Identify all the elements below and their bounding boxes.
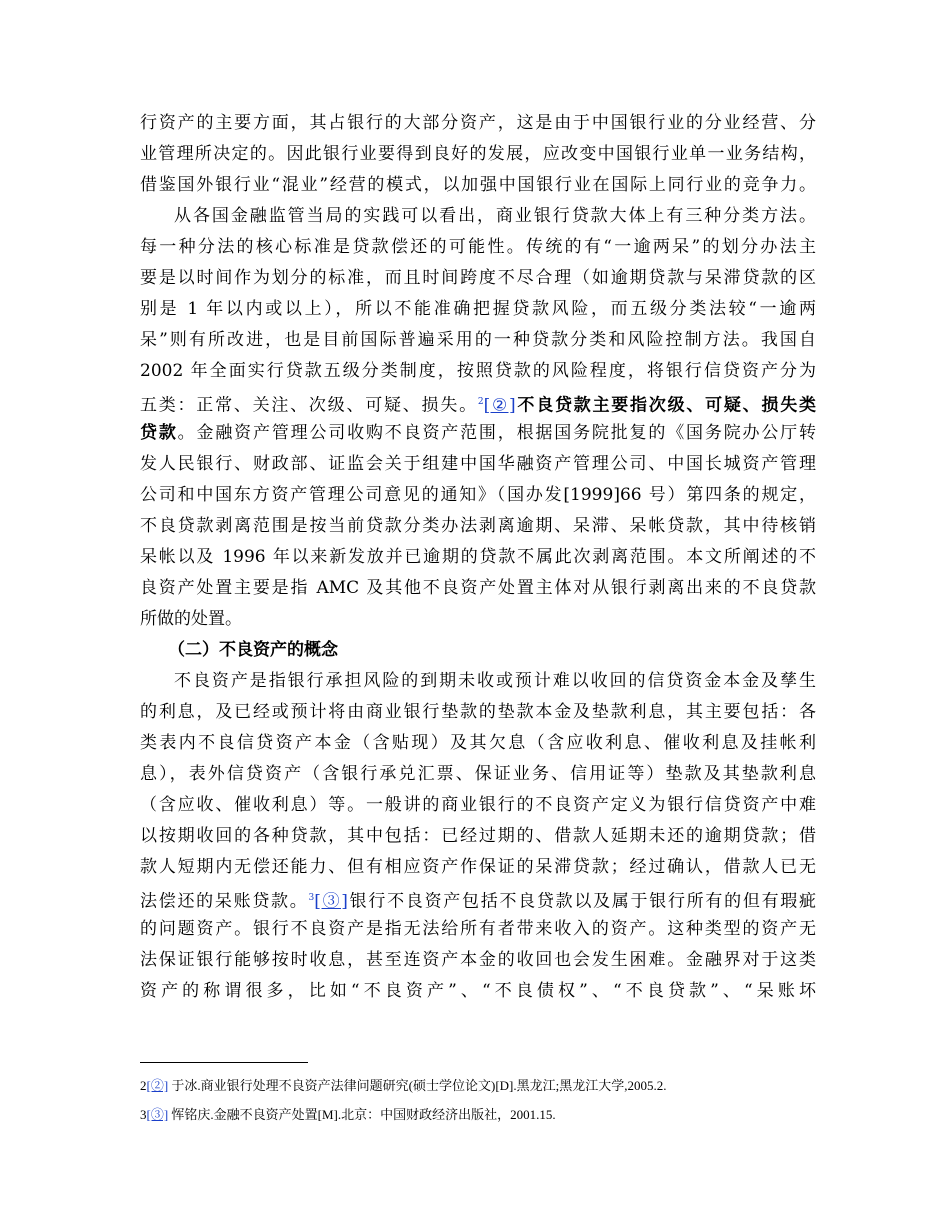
bold-text: 不良贷款主要指次级、可疑、损失类 [515,395,816,416]
text-line: 要是以时间作为划分的标准，而且时间跨度不尽合理（如逾期贷款与呆滞贷款的区 [140,268,816,288]
text-line: 行资产的主要方面，其占银行的大部分资产，这是由于中国银行业的分业经营、分 [140,113,816,133]
footnotes [140,1071,840,1129]
text-line: 的利息，及已经或预计将由商业银行垫款的垫款本金及垫款利息，其主要包括：各 [140,702,816,722]
body-text [140,108,816,1007]
text-line: 从各国金融监管当局的实践可以看出，商业银行贷款大体上有三种分类方法。 [174,206,816,226]
footnote-ref-sup[interactable]: 2 [477,397,484,407]
text-line [140,883,816,914]
text-line: 呆”则有所改进，也是目前国际普遍采用的一种贷款分类和风险控制方法。我国自 [140,330,816,350]
footnote-number: 2 [140,1078,147,1093]
text-line: 别是 1 年以内或以上），所以不能准确把握贷款风险，而五级分类法较“一逾两 [140,299,816,319]
text-line: （含应收、催收利息）等。一般讲的商业银行的不良资产定义为银行信贷资产中难 [140,795,816,815]
text-line: 每一种分法的核心标准是贷款偿还的可能性。传统的有“一逾两呆”的划分办法主 [140,237,816,257]
text-line: 法保证银行能够按时收息，甚至连资产本金的收回也会发生困难。金融界对于这类 [140,950,816,970]
text-span: 。金融资产管理公司收购不良资产范围，根据国务院批复的《国务院办公厅转 [177,423,817,443]
text-line: 公司和中国东方资产管理公司意见的通知》（国办发[1999]66 号）第四条的规定， [140,485,816,505]
text-line: 资产的称谓很多，比如“不良资产”、“不良债权”、“不良贷款”、“呆账坏 [140,981,816,1001]
text-line: 类表内不良信贷资产本金（含贴现）及其欠息（含应收利息、催收利息及挂帐利 [140,733,816,753]
footnote-item [140,1100,840,1129]
text-line [140,418,816,449]
footnote-text: 于冰.商业银行处理不良资产法律问题研究(硕士学位论文)[D].黑龙江;黑龙江大学,2005.2. [168,1078,667,1093]
footnote-ref-link[interactable]: [③] [314,891,348,912]
text-span: 银行不良资产包括不良贷款以及属于银行所有的但有瑕疵 [347,891,817,912]
bold-text: 贷款 [140,423,178,443]
footnote-number: 3 [140,1107,147,1122]
text-line: 不良资产是指银行承担风险的到期未收或预计难以收回的信贷资金本金及孳生 [174,671,816,691]
text-span: 五类：正常、关注、次级、可疑、损失。 [140,395,478,416]
text-line: 所做的处置。 [140,609,242,629]
footnote-link[interactable]: [②] [146,1078,169,1093]
text-line: 不良贷款剥离范围是按当前贷款分类办法剥离逾期、呆滞、呆帐贷款，其中待核销 [140,516,816,536]
text-span: 法偿还的呆账贷款。 [140,891,309,912]
text-line: 息），表外信贷资产（含银行承兑汇票、保证业务、信用证等）垫款及其垫款利息 [140,764,816,784]
text-line: 业管理所决定的。因此银行业要得到良好的发展，应改变中国银行业单一业务结构， [140,144,816,164]
text-line [140,387,816,418]
text-line: 款人短期内无偿还能力、但有相应资产作保证的呆滞贷款；经过确认，借款人已无 [140,857,816,877]
footnote-ref-link[interactable]: [②] [483,395,516,416]
footnote-divider [140,1062,308,1063]
text-line: 2002 年全面实行贷款五级分类制度，按照贷款的风险程度，将银行信贷资产分为 [140,361,816,381]
text-line: 良资产处置主要是指 AMC 及其他不良资产处置主体对从银行剥离出来的不良贷款 [140,578,816,598]
text-line: 以按期收回的各种贷款，其中包括：已经过期的、借款人延期未还的逾期贷款；借 [140,826,816,846]
text-line: 借鉴国外银行业“混业”经营的模式，以加强中国银行业在国际上同行业的竞争力。 [140,175,816,195]
footnote-text: 恽铭庆.金融不良资产处置[M].北京：中国财政经济出版社，2001.15. [168,1107,556,1122]
text-line: 的问题资产。银行不良资产是指无法给所有者带来收入的资产。这种类型的资产无 [140,919,816,939]
footnote-item [140,1071,840,1100]
footnote-ref-sup[interactable]: 3 [308,893,315,903]
text-line: 发人民银行、财政部、证监会关于组建中国华融资产管理公司、中国长城资产管理 [140,454,816,474]
text-line: 呆帐以及 1996 年以来新发放并已逾期的贷款不属此次剥离范围。本文所阐述的不 [140,547,816,567]
section-heading: （二）不良资产的概念 [168,640,338,660]
footnote-link[interactable]: [③] [146,1107,169,1122]
